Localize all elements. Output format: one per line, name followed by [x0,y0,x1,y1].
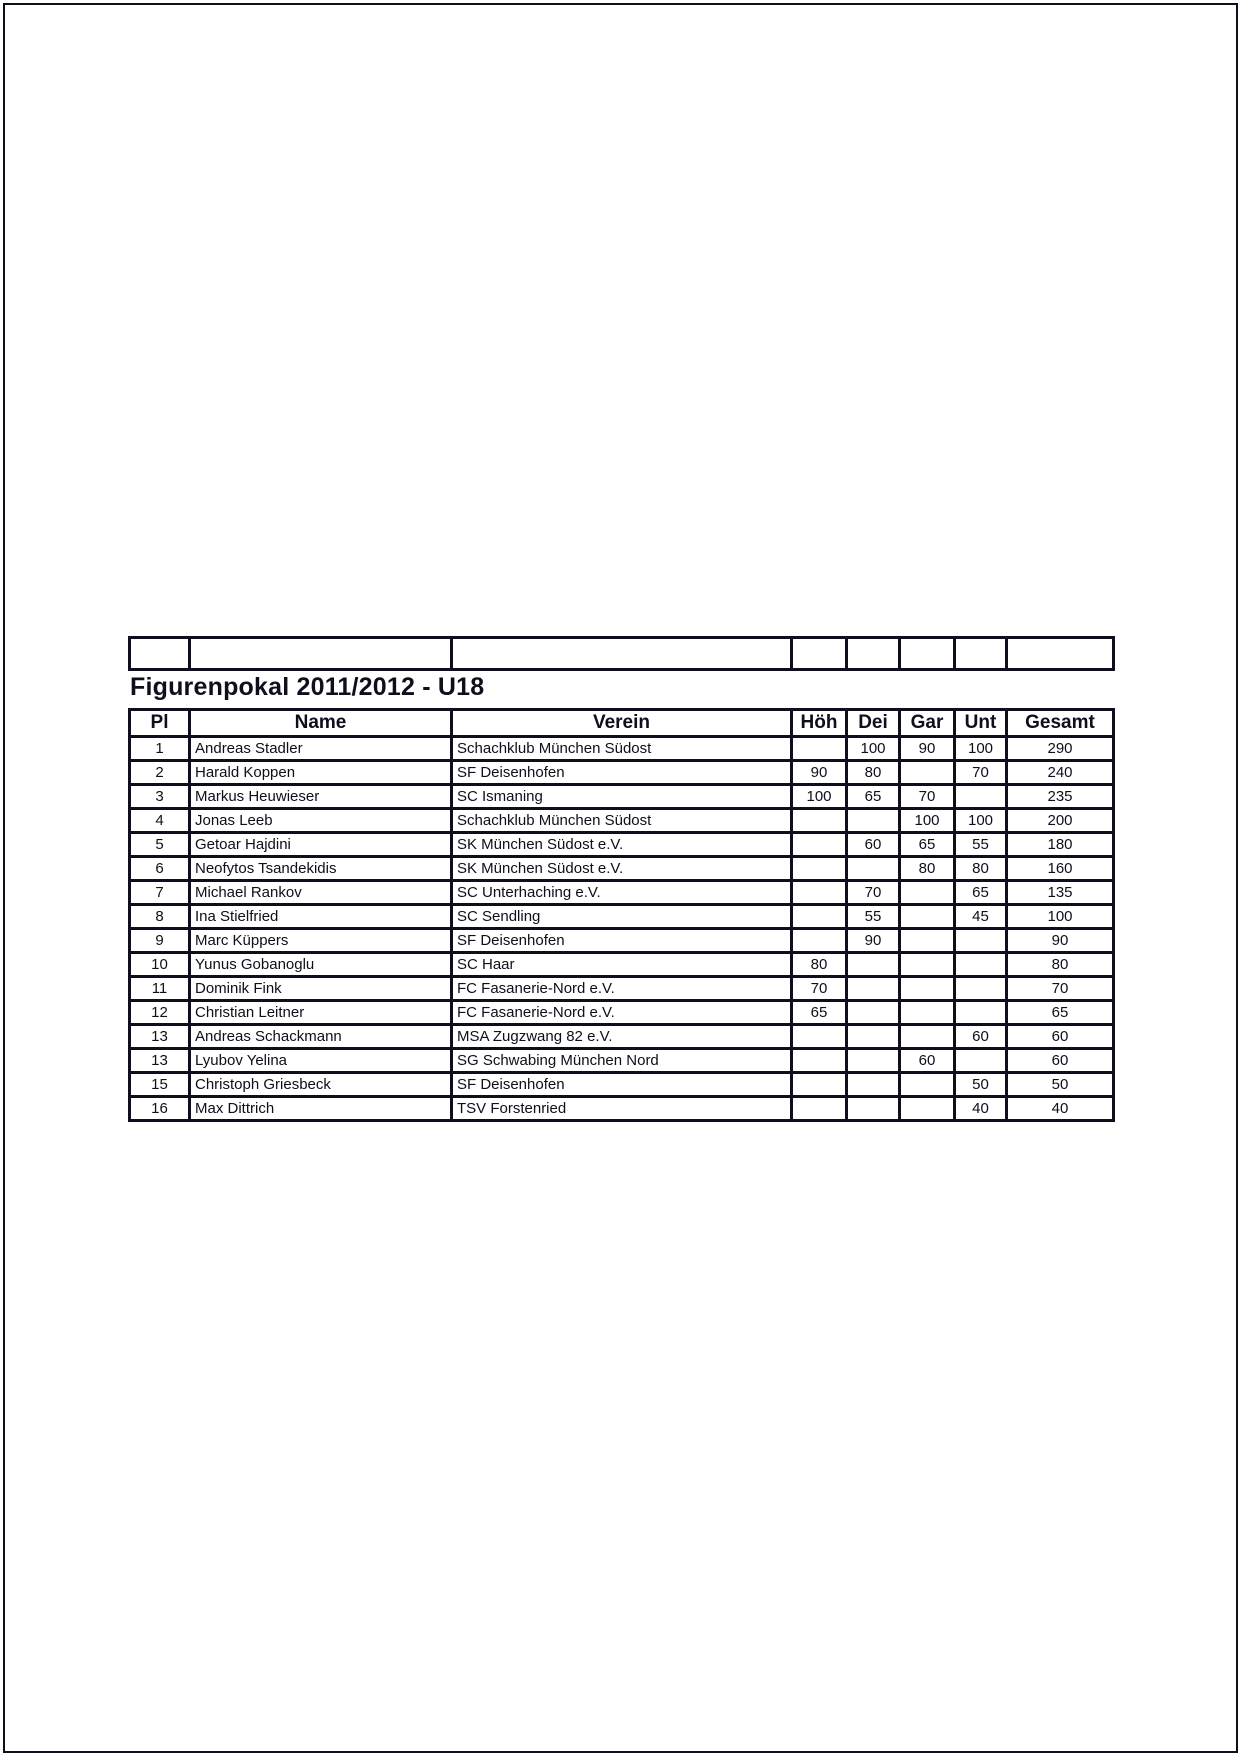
table-row [130,737,1114,761]
cell-dei: 55 [847,905,900,929]
table-row [130,905,1114,929]
cell-pl: 8 [130,905,190,929]
cell-gesamt: 70 [1007,977,1114,1001]
cell-unt [955,953,1007,977]
cell-gar [900,1073,955,1097]
table-row [130,833,1114,857]
cell-gar [900,1097,955,1121]
cell-gesamt: 240 [1007,761,1114,785]
cell-gar [900,977,955,1001]
cell-unt: 40 [955,1097,1007,1121]
cell-dei [847,977,900,1001]
cell-gesamt: 235 [1007,785,1114,809]
column-header-gesamt: Gesamt [1007,710,1114,737]
cell-verein: SC Haar [452,953,792,977]
table-row [130,881,1114,905]
cell-pl: 5 [130,833,190,857]
cell-gar [900,929,955,953]
column-header-verein: Verein [452,710,792,737]
cell-pl: 4 [130,809,190,833]
cell-dei [847,1001,900,1025]
cell-dei [847,1097,900,1121]
cell-verein: MSA Zugzwang 82 e.V. [452,1025,792,1049]
cell-dei [847,1049,900,1073]
cell-gesamt: 200 [1007,809,1114,833]
table-row [130,1025,1114,1049]
cell-verein: SC Ismaning [452,785,792,809]
cell-gesamt: 135 [1007,881,1114,905]
cell-hoh [792,881,847,905]
cell-gar: 60 [900,1049,955,1073]
column-header-gar: Gar [900,710,955,737]
cell-unt: 100 [955,809,1007,833]
cell-unt [955,1049,1007,1073]
empty-row [130,638,1114,670]
table-row [130,857,1114,881]
cell-gesamt: 40 [1007,1097,1114,1121]
cell-hoh: 80 [792,953,847,977]
cell-unt: 55 [955,833,1007,857]
cell-name: Lyubov Yelina [190,1049,452,1073]
cell-verein: SF Deisenhofen [452,761,792,785]
cell-gesamt: 80 [1007,953,1114,977]
cell-pl: 2 [130,761,190,785]
table-row [130,1001,1114,1025]
results-table-body [130,737,1114,1121]
cell-dei [847,1073,900,1097]
cell-unt: 50 [955,1073,1007,1097]
column-header-dei: Dei [847,710,900,737]
cell-pl: 3 [130,785,190,809]
cell-verein: SK München Südost e.V. [452,857,792,881]
cell-name: Getoar Hajdini [190,833,452,857]
table-row [130,761,1114,785]
column-header-hoh: Höh [792,710,847,737]
cell-pl: 10 [130,953,190,977]
cell-name: Andreas Schackmann [190,1025,452,1049]
cell-gesamt: 65 [1007,1001,1114,1025]
empty-cell [1007,638,1114,670]
cell-name: Ina Stielfried [190,905,452,929]
cell-verein: FC Fasanerie-Nord e.V. [452,1001,792,1025]
cell-gar: 90 [900,737,955,761]
cell-pl: 7 [130,881,190,905]
header-row [130,710,1114,737]
cell-verein: SF Deisenhofen [452,929,792,953]
cell-unt: 65 [955,881,1007,905]
table-row [130,953,1114,977]
cell-unt: 100 [955,737,1007,761]
cell-gar [900,905,955,929]
cell-hoh [792,1025,847,1049]
empty-cell [847,638,900,670]
cell-hoh: 100 [792,785,847,809]
cell-verein: SC Sendling [452,905,792,929]
cell-gesamt: 180 [1007,833,1114,857]
cell-dei: 60 [847,833,900,857]
cell-gesamt: 160 [1007,857,1114,881]
cell-dei: 65 [847,785,900,809]
column-header-pl: Pl [130,710,190,737]
cell-gar: 80 [900,857,955,881]
cell-dei: 70 [847,881,900,905]
cell-pl: 13 [130,1025,190,1049]
cell-pl: 12 [130,1001,190,1025]
cell-gesamt: 50 [1007,1073,1114,1097]
empty-cell [900,638,955,670]
cell-hoh: 90 [792,761,847,785]
cell-verein: SC Unterhaching e.V. [452,881,792,905]
cell-pl: 13 [130,1049,190,1073]
cell-unt [955,929,1007,953]
cell-gar [900,881,955,905]
cell-name: Neofytos Tsandekidis [190,857,452,881]
cell-verein: Schachklub München Südost [452,809,792,833]
empty-cell [955,638,1007,670]
cell-name: Christian Leitner [190,1001,452,1025]
column-header-unt: Unt [955,710,1007,737]
table-row [130,1073,1114,1097]
cell-pl: 11 [130,977,190,1001]
cell-hoh [792,905,847,929]
empty-cell [792,638,847,670]
cell-verein: Schachklub München Südost [452,737,792,761]
empty-header-table [128,636,1115,671]
cell-dei [847,857,900,881]
cell-gesamt: 90 [1007,929,1114,953]
cell-hoh [792,857,847,881]
cell-hoh [792,929,847,953]
cell-name: Andreas Stadler [190,737,452,761]
table-row [130,929,1114,953]
cell-hoh [792,1097,847,1121]
table-row [130,785,1114,809]
table-row [130,1049,1114,1073]
cell-gesamt: 60 [1007,1025,1114,1049]
cell-unt: 45 [955,905,1007,929]
cell-pl: 6 [130,857,190,881]
cell-hoh [792,809,847,833]
cell-name: Jonas Leeb [190,809,452,833]
cell-unt [955,785,1007,809]
cell-gesamt: 60 [1007,1049,1114,1073]
table-row [130,1097,1114,1121]
cell-hoh: 70 [792,977,847,1001]
cell-gar [900,761,955,785]
cell-name: Marc Küppers [190,929,452,953]
cell-gar [900,953,955,977]
cell-unt [955,1001,1007,1025]
cell-name: Michael Rankov [190,881,452,905]
cell-gar: 100 [900,809,955,833]
empty-cell [190,638,452,670]
cell-dei: 90 [847,929,900,953]
cell-verein: SK München Südost e.V. [452,833,792,857]
results-table [128,708,1115,1122]
empty-cell [130,638,190,670]
cell-unt: 80 [955,857,1007,881]
cell-verein: SF Deisenhofen [452,1073,792,1097]
cell-gar: 65 [900,833,955,857]
cell-hoh [792,833,847,857]
cell-name: Markus Heuwieser [190,785,452,809]
table-row [130,809,1114,833]
cell-name: Yunus Gobanoglu [190,953,452,977]
cell-hoh: 65 [792,1001,847,1025]
cell-hoh [792,1073,847,1097]
cell-dei [847,1025,900,1049]
table-row [130,977,1114,1001]
cell-gar: 70 [900,785,955,809]
cell-name: Christoph Griesbeck [190,1073,452,1097]
cell-gesamt: 290 [1007,737,1114,761]
cell-dei: 100 [847,737,900,761]
cell-gesamt: 100 [1007,905,1114,929]
cell-gar [900,1001,955,1025]
cell-verein: SG Schwabing München Nord [452,1049,792,1073]
cell-name: Max Dittrich [190,1097,452,1121]
cell-hoh [792,1049,847,1073]
cell-unt [955,977,1007,1001]
column-header-name: Name [190,710,452,737]
cell-hoh [792,737,847,761]
page-title: Figurenpokal 2011/2012 - U18 [130,673,485,701]
cell-dei [847,953,900,977]
cell-unt: 60 [955,1025,1007,1049]
cell-name: Dominik Fink [190,977,452,1001]
cell-gar [900,1025,955,1049]
cell-verein: TSV Forstenried [452,1097,792,1121]
cell-unt: 70 [955,761,1007,785]
cell-verein: FC Fasanerie-Nord e.V. [452,977,792,1001]
cell-pl: 9 [130,929,190,953]
cell-name: Harald Koppen [190,761,452,785]
cell-dei: 80 [847,761,900,785]
empty-cell [452,638,792,670]
cell-dei [847,809,900,833]
cell-pl: 1 [130,737,190,761]
cell-pl: 16 [130,1097,190,1121]
cell-pl: 15 [130,1073,190,1097]
